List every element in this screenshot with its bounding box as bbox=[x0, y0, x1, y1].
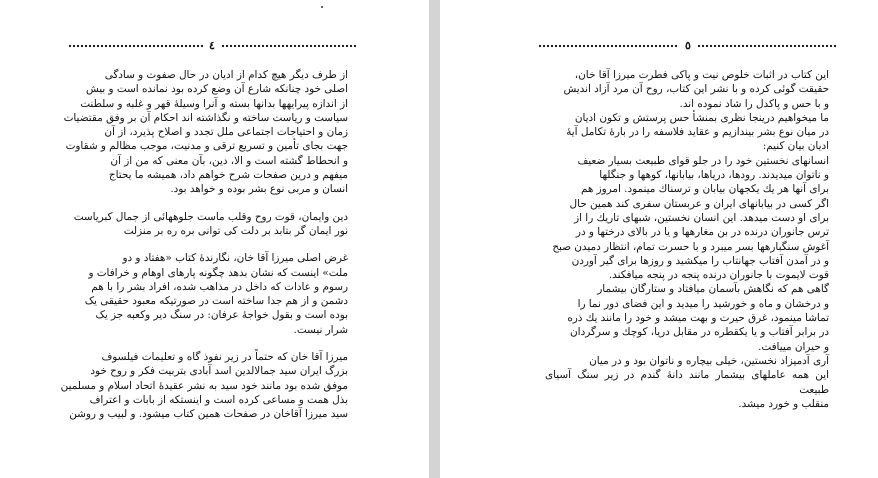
right-page-header bbox=[538, 39, 838, 53]
text-line: قوت لایموت با جانوران درنده پنجه در پنجه میافکند. bbox=[608, 269, 829, 282]
text-line: و با حس و پاکدل را شاد نموده اند. bbox=[679, 97, 829, 110]
text-line: موفق شده بود مانند خود سید به نشر عقیدهٔ اتحاد اسلام و مسلمین bbox=[60, 379, 348, 392]
text-line: این همه عاملهای بیشمار مانند دانهٔ گندم در زیر سنگ آسیای طبیعت bbox=[545, 369, 829, 396]
left-page-header bbox=[68, 39, 356, 53]
text-line: ادیان بیان کنیم: bbox=[762, 140, 829, 153]
text-line: در برابر آفتاب و یا یکقطره در مقابل دریا، کوچك و سرگردان bbox=[570, 326, 829, 339]
header-ornament-left bbox=[68, 43, 203, 49]
text-line: برای او دست میدهد. این انسان نخستین، شبهای تاریك را از bbox=[574, 211, 829, 224]
text-line: سیاست و ریاست ساخته و نگذاشته اند احکام آن بر وفق مقتضیات bbox=[63, 111, 348, 124]
left-page bbox=[0, 0, 429, 478]
text-line: و درخشان و ماه و خورشید را میدید و این فضای دور نما را bbox=[577, 297, 829, 310]
text-line: گاهی هم که نگاهش بآسمان میافتاد و ستارگان بیشمار bbox=[597, 283, 829, 296]
header-ornament-right bbox=[221, 43, 356, 49]
header-ornament-left bbox=[538, 43, 679, 49]
text-line: سید میرزا آقاخان در صفحات همین کتاب میشود. و لبیب و روشن bbox=[69, 408, 348, 421]
text-line: اگر کسی در بیابانهای ایران و عربستان سفری کند همین حال bbox=[569, 197, 829, 210]
text-line: منقلب و خورد میشد. bbox=[738, 397, 829, 410]
text-line: بذل همت و مساعی کرده است و اینستکه از بابات و اعتراف bbox=[89, 393, 348, 406]
right-page-body bbox=[545, 68, 829, 411]
right-page bbox=[440, 0, 878, 478]
verse-line: دین وایمان، قوت روح وقلب ماست جلوههائی از جمال کبریاست bbox=[73, 210, 348, 223]
text-line: غرض اصلی میرزا آقا خان، نگارندهٔ کتاب «هفتاد و دو bbox=[122, 252, 348, 265]
text-line: بزرگ ایران سید جمالالدین اسد آبادی بتربیت فکر و روح خود bbox=[90, 365, 348, 378]
left-page-body bbox=[56, 68, 348, 422]
text-line: میفهم و درین صفحات شرح خواهم داد، همیشه ما یحتاج bbox=[108, 169, 348, 182]
text-line: تماشا مینمود، غرق حیرت و بهت میشد و خود را مانند یك ذره bbox=[567, 312, 829, 325]
text-line: دشمن و از هم جدا ساخته است در صورتیکه معبود حقیقی یک bbox=[84, 295, 348, 308]
text-line: برای آنها هر یك یکجهان بیابان و ترسناك مینمود. امروز هم bbox=[580, 183, 829, 196]
ink-speck bbox=[321, 6, 323, 8]
text-line: در میان نوع بشر بیندازیم و عقاید فلاسفه را در بارهٔ تکامل آیهٔ bbox=[566, 126, 829, 139]
text-line: ترس جانوران درنده در بن مغارهها و یا در بالای درختها و در bbox=[575, 226, 829, 239]
text-line: رسوم و عادات که داخل در مذاهب شده، افراد بشر را با هم bbox=[91, 280, 348, 293]
text-line: میرزا آقا خان که حتماً در زیر نفوذ گاه و تعلیمات فیلسوف bbox=[101, 351, 348, 364]
text-line: این کتاب در اثبات خلوص نیت و پاکی فطرت میرزا آقا خان، bbox=[574, 69, 829, 81]
text-line: زمان و احتیاجات اجتماعی ملل تجدد و اصلاح پذیرد، از آن bbox=[104, 126, 348, 139]
text-line: انسان و مربی نوع بشر بوده و خواهد بود. bbox=[170, 183, 348, 196]
text-line: اصلی خود چنانکه شارع آن وضع کرده بود نمانده است و بیش bbox=[85, 83, 348, 96]
text-line: آغوش سنگبارهها بسر میبرد و با حسرت تمام، انتظار دمیدن صبح bbox=[552, 240, 829, 253]
text-line: شرار نیست. bbox=[293, 323, 348, 336]
text-line: ملت» اینست که نشان بدهد چگونه پارهای اوهام و خرافات و bbox=[88, 266, 348, 279]
verse-line: نور ایمان گر بتابد بر دلت کی توانی بره ره بر منزلت bbox=[123, 224, 348, 237]
text-line: و ناتوان میدیدند. رودها، دریاها، بیابانها، کوهها و جنگلها bbox=[599, 169, 829, 182]
header-ornament-right bbox=[697, 43, 838, 49]
text-line: و حیران مییافت. bbox=[758, 340, 829, 353]
text-line: بوده است و بقول خواجهٔ عرفان: در سنگ دیر وکعبه جز یک bbox=[95, 309, 348, 322]
text-line: و انحطاط گشته است و الا، دین، بآن معنی که من از آن bbox=[110, 154, 348, 167]
text-line: از طرف دیگر هیچ کدام از ادیان در حال صفوت و سادگی bbox=[104, 69, 348, 81]
text-line: و در آمدن آفتاب جهانتاب را میکشید و روزها برای گیر آوردن bbox=[571, 254, 829, 267]
text-line: حقیقت گوئی کرده و با نشر این کتاب، روح آن مرد آزاد اندیش bbox=[563, 83, 829, 96]
text-line: انسانهای نخستین خود را در جلو قوای طبیعت بسیار ضعیف bbox=[577, 154, 829, 167]
text-line: جهت بجای تأمین و تسریع ترقی و مدنیت، موجب مظالم و شقاوت bbox=[65, 140, 348, 153]
text-line: از اندازه پیرایهها بدانها بسته و آنرا وسیلهٔ قهر و غلبه و سلطنت bbox=[80, 97, 348, 110]
text-line: آری آدمیزاد نخستین، خیلی بیچاره و ناتوان بود و در میان bbox=[589, 354, 829, 367]
page-number: ٤ bbox=[209, 39, 215, 52]
page-number: ٥ bbox=[685, 39, 691, 52]
text-line: ما میخواهیم درینجا نظری بمنشأ حس پرستش و تکون ادیان bbox=[574, 111, 829, 124]
